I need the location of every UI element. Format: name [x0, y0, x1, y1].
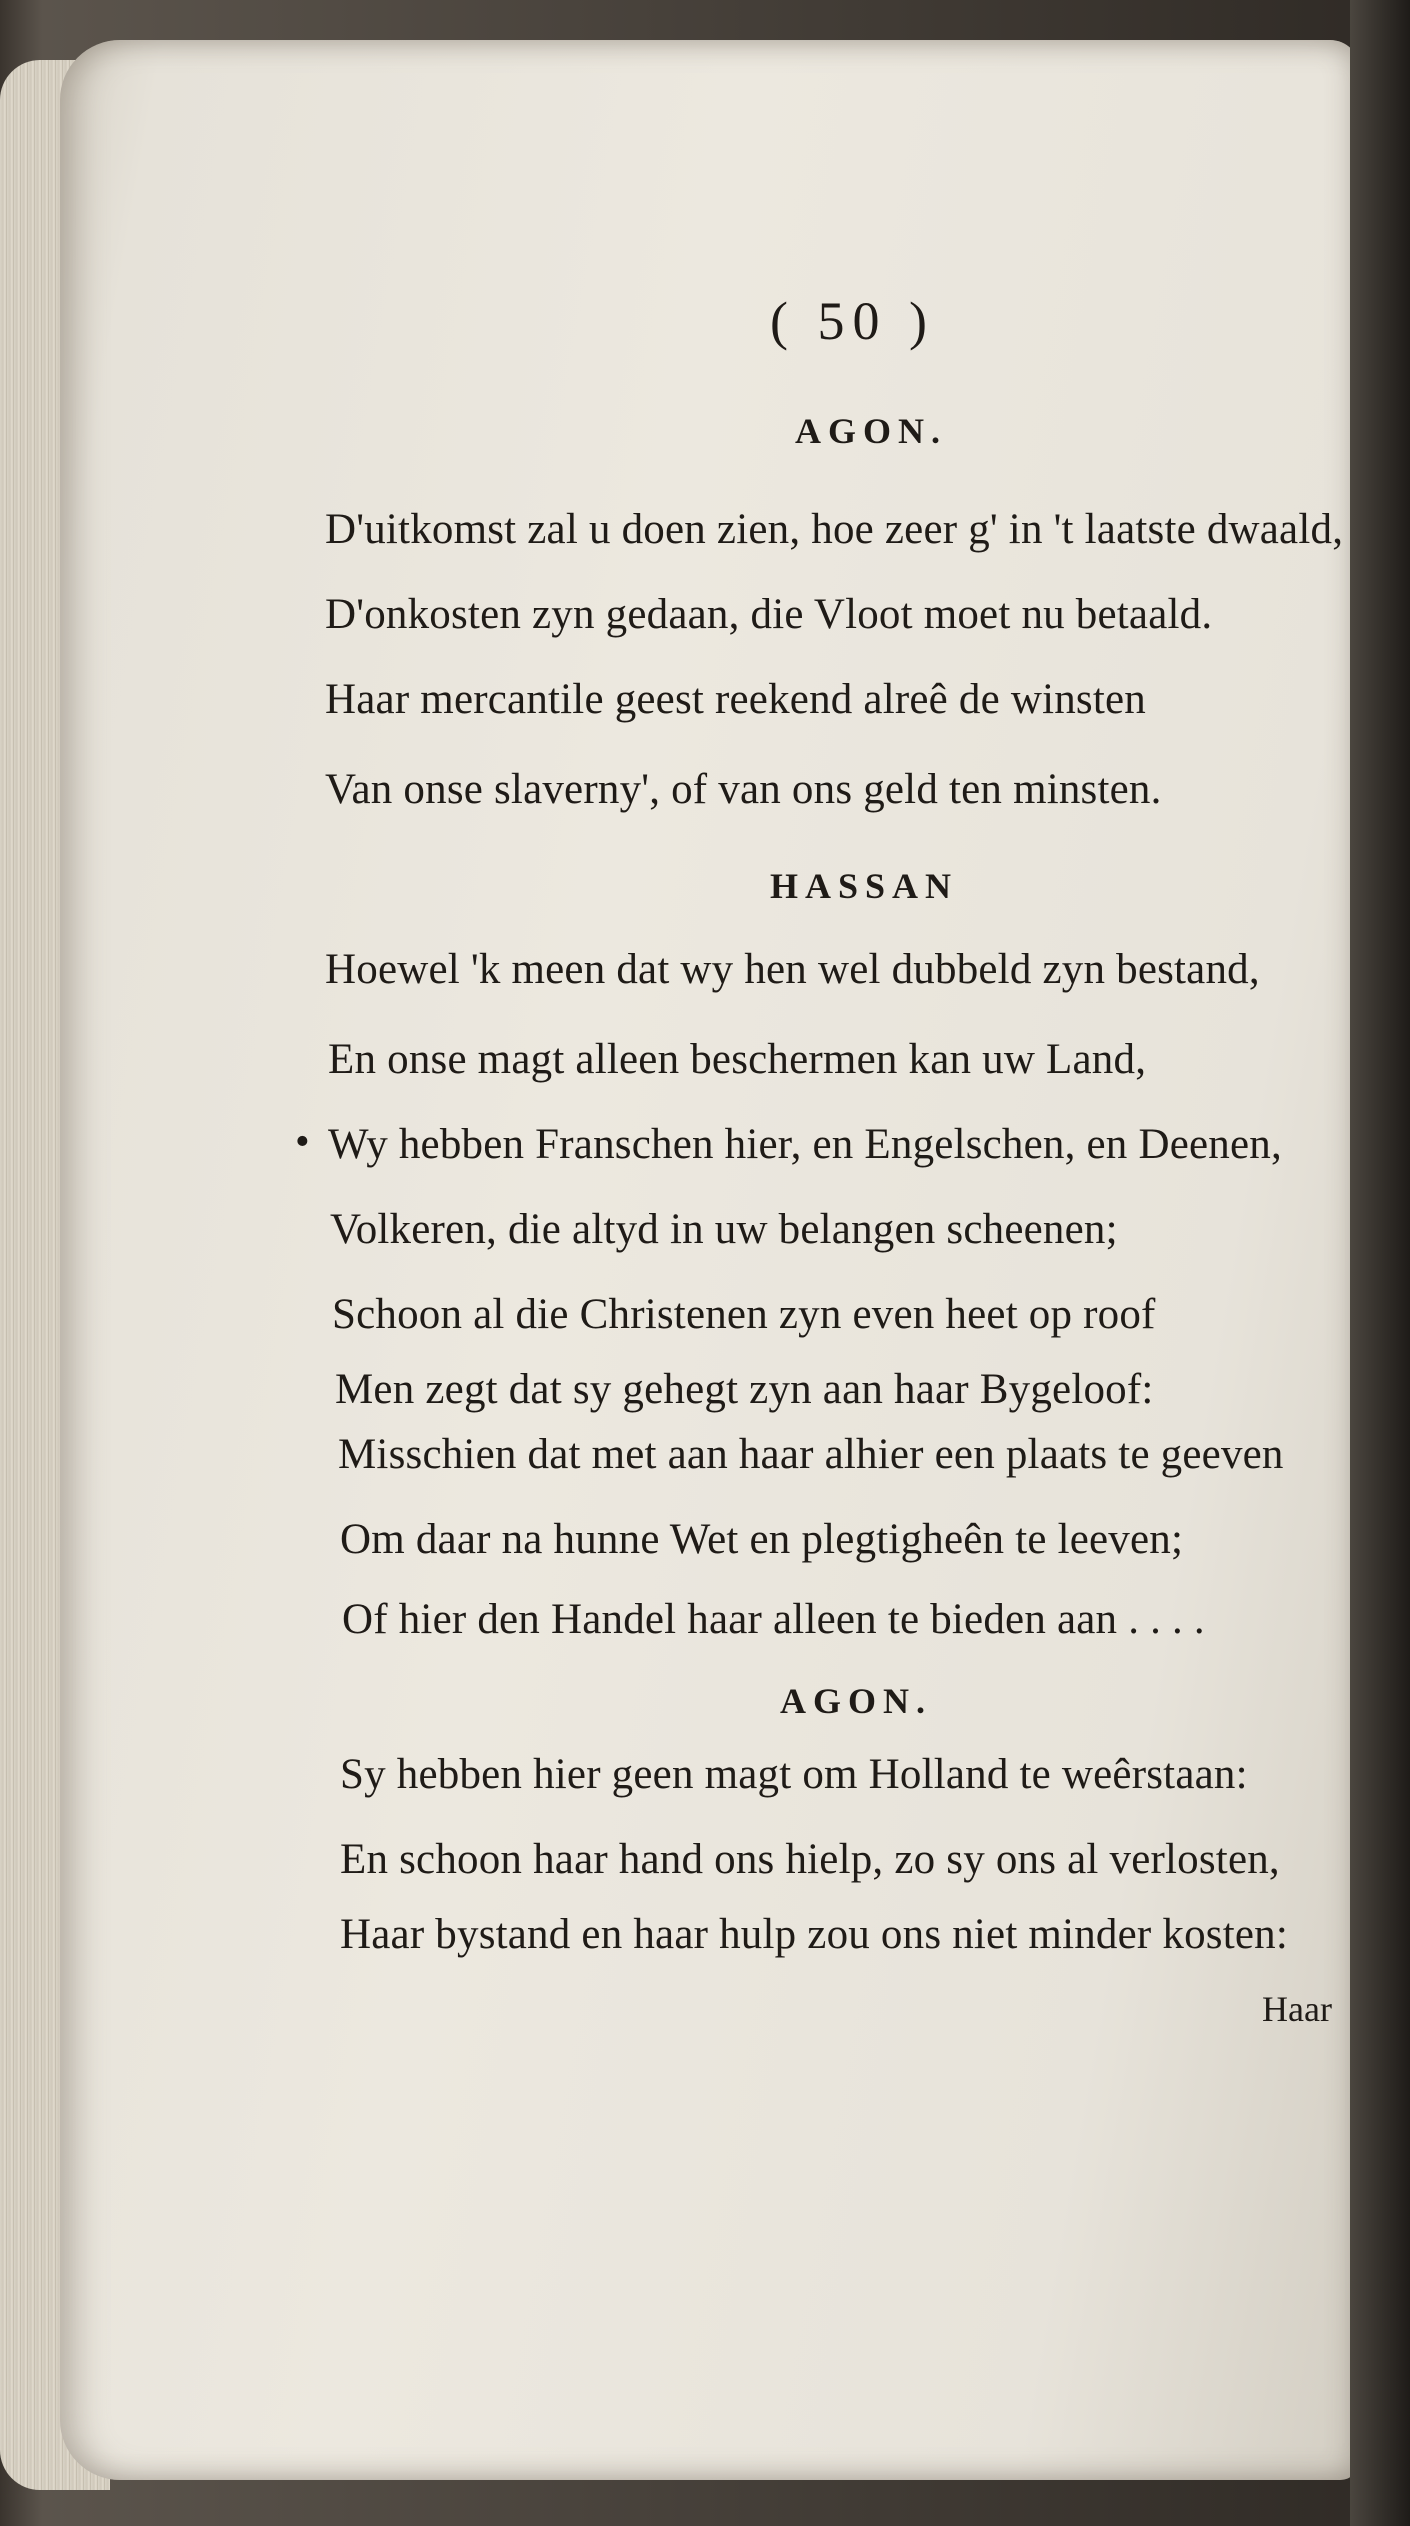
verse-line: D'uitkomst zal u doen zien, hoe zeer g' in 't laatste dwaald,	[325, 506, 1344, 553]
verse-line: En schoon haar hand ons hielp, zo sy ons al verlosten,	[340, 1836, 1280, 1883]
verse-line: En onse magt alleen beschermen kan uw Land,	[328, 1036, 1147, 1083]
verse-line: Hoewel 'k meen dat wy hen wel dubbeld zyn bestand,	[325, 946, 1260, 993]
verse-line: Schoon al die Christenen zyn even heet op roof	[332, 1291, 1156, 1338]
verse-line: Haar bystand en haar hulp zou ons niet minder kosten:	[340, 1911, 1288, 1958]
verse-line: Van onse slaverny', of van ons geld ten minsten.	[325, 766, 1162, 813]
verse-line: Of hier den Handel haar alleen te bieden aan . . . .	[342, 1596, 1205, 1643]
verse-line: Misschien dat met aan haar alhier een plaats te geeven	[338, 1431, 1284, 1478]
verse-line: Wy hebben Franschen hier, en Engelschen, en Deenen,	[328, 1121, 1282, 1168]
verse-line: D'onkosten zyn gedaan, die Vloot moet nu betaald.	[325, 591, 1213, 638]
verse-line: Men zegt dat sy gehegt zyn aan haar Bygeloof:	[335, 1366, 1154, 1413]
speaker-heading: AGON.	[780, 1681, 932, 1721]
speaker-heading: HASSAN	[770, 866, 959, 906]
verse-line: Volkeren, die altyd in uw belangen scheenen;	[330, 1206, 1118, 1253]
verse-line: Om daar na hunne Wet en plegtigheên te leeven;	[340, 1516, 1184, 1563]
page-number: ( 50 )	[770, 291, 935, 351]
margin-dot: •	[295, 1119, 310, 1165]
speaker-heading: AGON.	[795, 411, 947, 451]
verse-line: Sy hebben hier geen magt om Holland te weêrstaan:	[340, 1751, 1248, 1798]
catchword: Haar	[1262, 1989, 1332, 2029]
verse-line: Haar mercantile geest reekend alreê de winsten	[325, 676, 1146, 723]
